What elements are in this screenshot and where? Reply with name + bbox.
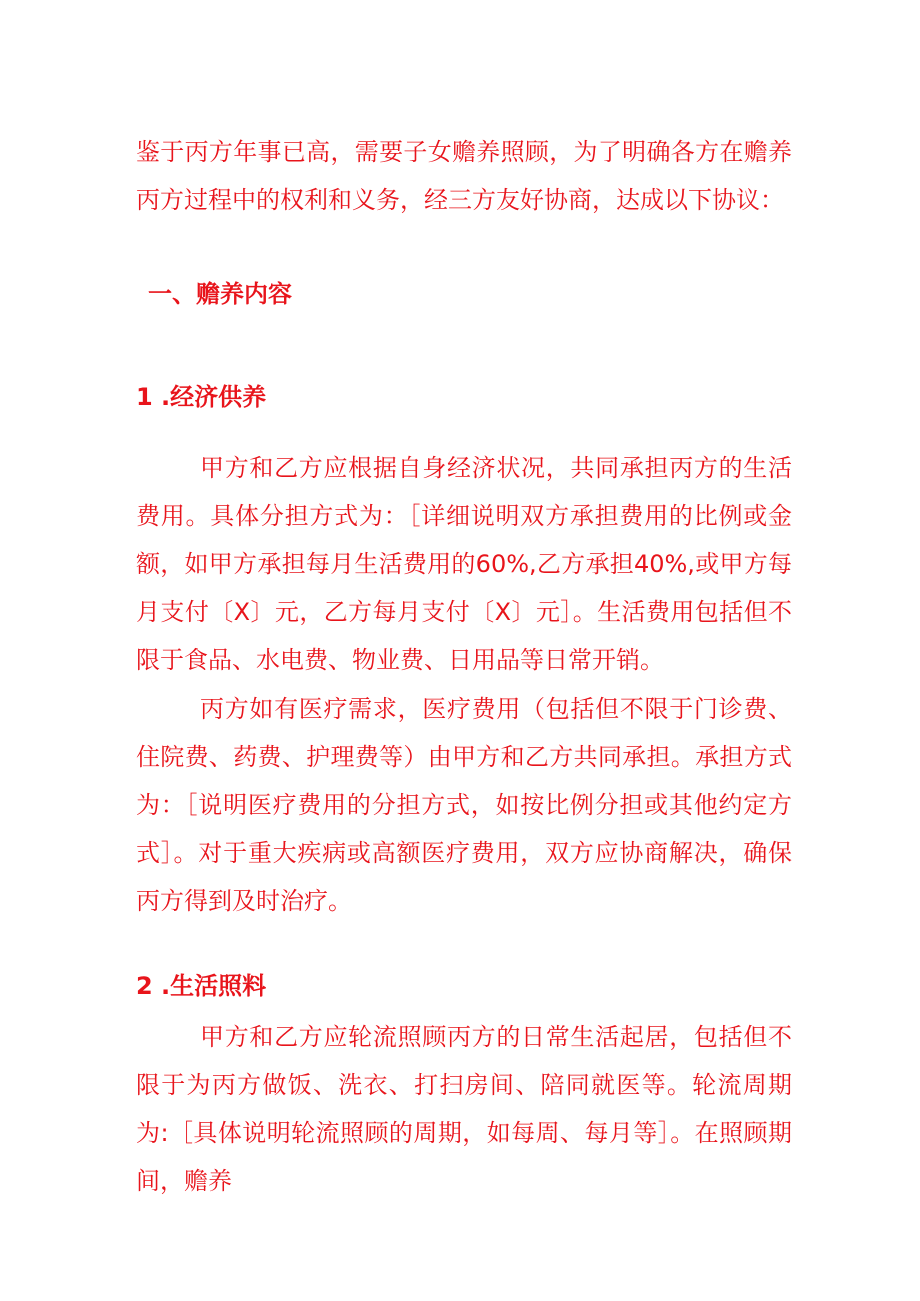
daily-care-paragraph: 甲方和乙方应轮流照顾丙方的日常生活起居，包括但不限于为丙方做饭、洗衣、打扫房间、陪同就医等。轮流周期为:［具体说明轮流照顾的周期，如每周、每月等］。在照顾期间，赡养 <box>136 1023 792 1195</box>
subsection-heading-economic-support: 1 .经济供养 <box>136 383 267 411</box>
subsection-heading-daily-care: 2 .生活照料 <box>136 972 267 1000</box>
intro-paragraph: 鉴于丙方年事已高，需要子女赡养照顾，为了明确各方在赡养丙方过程中的权利和义务，经三方友好协商，达成以下协议： <box>136 138 792 214</box>
economic-support-paragraph: 甲方和乙方应根据自身经济状况，共同承担丙方的生活费用。具体分担方式为：［详细说明双方承担费用的比例或金额，如甲方承担每月生活费用的60%,乙方承担40%,或甲方每月支付〔X〕元，乙方每月支付〔X〕元］。生活费用包括但不限于食品、水电费、物业费、日用品等日常开销。 <box>136 454 792 674</box>
medical-expense-paragraph: 丙方如有医疗需求，医疗费用（包括但不限于门诊费、住院费、药费、护理费等）由甲方和乙方共同承担。承担方式为：［说明医疗费用的分担方式，如按比例分担或其他约定方式］。对于重大疾病或高额医疗费用，双方应协商解决，确保丙方得到及时治疗。 <box>136 695 792 915</box>
section-heading-support-content: 一、赡养内容 <box>148 280 292 308</box>
